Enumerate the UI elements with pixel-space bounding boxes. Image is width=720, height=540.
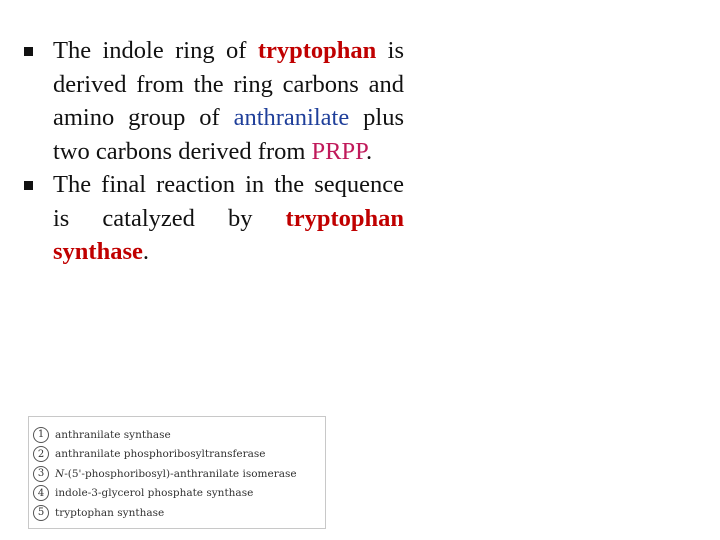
enzyme-name: indole-3-glycerol phosphate synthase	[55, 487, 254, 500]
term-anthranilate: anthranilate	[233, 104, 350, 131]
bullet-text: plus two carbons derived from	[53, 104, 405, 165]
enzyme-name-rest: -(5'-phosphoribosyl)-anthranilate isomerase	[64, 467, 297, 480]
bullet-text: .	[366, 137, 373, 165]
term-prpp: PRPP	[311, 137, 367, 165]
bullet-text: .	[142, 238, 149, 265]
circled-number-icon: 5	[33, 505, 49, 521]
circled-number-icon: 4	[33, 485, 49, 501]
bullet-list	[22, 34, 404, 269]
legend-item	[33, 484, 325, 504]
enzyme-name: anthranilate phosphoribosyltransferase	[55, 448, 266, 461]
enzyme-name: anthranilate synthase	[55, 428, 171, 441]
enzyme-name	[55, 468, 297, 480]
enzyme-name-prefix: N	[55, 467, 65, 480]
bullet-text: The final reaction in the sequence is catalyzed by	[53, 171, 404, 232]
legend-item	[33, 425, 325, 445]
enzyme-legend	[28, 416, 326, 529]
square-bullet-icon	[24, 47, 33, 56]
bullet-item-indole-ring	[22, 34, 404, 168]
bullet-text: is derived from the ring carbons and amino group of	[53, 37, 405, 131]
enzyme-list	[29, 417, 325, 523]
bullet-text: The indole ring of	[53, 37, 258, 64]
square-bullet-icon	[24, 181, 33, 190]
circled-number-icon: 2	[33, 446, 49, 462]
bullet-item-final-reaction	[22, 168, 404, 269]
legend-item	[33, 503, 325, 523]
circled-number-icon: 3	[33, 466, 49, 482]
circled-number-icon: 1	[33, 427, 49, 443]
legend-item	[33, 445, 325, 465]
term-tryptophan-synthase: tryptophan synthase	[53, 204, 404, 265]
term-tryptophan: tryptophan	[257, 37, 377, 64]
legend-item	[33, 464, 325, 484]
enzyme-name: tryptophan synthase	[55, 506, 165, 519]
